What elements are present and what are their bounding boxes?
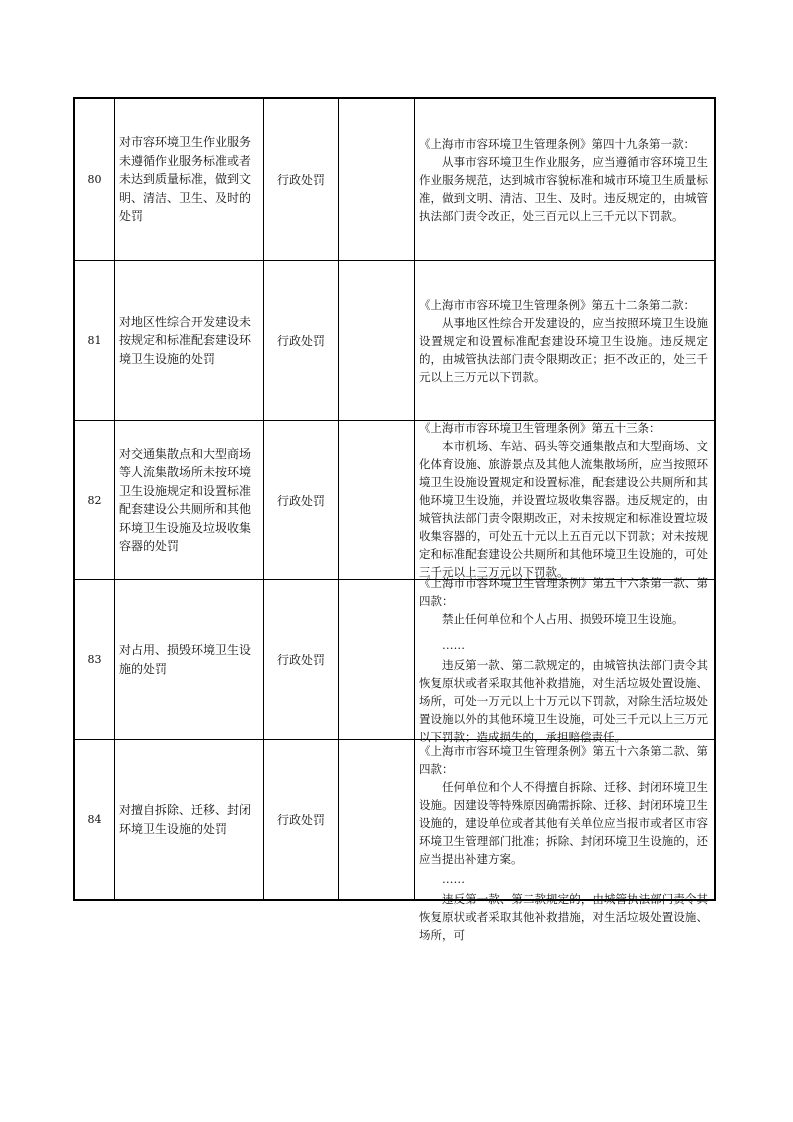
basis-ellipsis: …… [442,637,465,652]
table-row [75,261,714,421]
empty-column [339,261,415,420]
row-item: 对交通集散点和大型商场等人流集散场所未按环境卫生设施规定和设置标准配套建设公共厕所和其他环境卫生设施及垃圾收集容器的处罚 [115,421,264,579]
empty-column [339,421,415,579]
row-item: 对占用、损毁环境卫生设施的处罚 [115,580,264,739]
empty-column [339,99,415,260]
basis-source: 《上海市市容环境卫生管理条例》第五十二条第二款： [419,297,695,312]
basis-source: 《上海市市容环境卫生管理条例》第四十九条第一款： [419,136,695,151]
row-type: 行政处罚 [264,261,339,420]
row-type: 行政处罚 [264,99,339,260]
row-basis [415,421,714,579]
table-row [75,740,714,942]
row-number: 83 [75,580,115,739]
row-number: 84 [75,740,115,899]
basis-ellipsis: …… [442,872,465,886]
row-item: 对地区性综合开发建设未按规定和标准配套建设环境卫生设施的处罚 [115,261,264,420]
row-number: 81 [75,261,115,420]
row-basis [415,575,714,744]
row-number: 82 [75,421,115,579]
empty-column [339,580,415,739]
basis-source: 《上海市市容环境卫生管理条例》第五十三条： [419,421,661,435]
basis-text: 违反第一款、第二款规定的，由城管执法部门责令其恢复原状或者采取其他补救措施，对生活垃圾处置设施、场所，可 [419,892,708,942]
row-type: 行政处罚 [264,421,339,579]
row-type: 行政处罚 [264,580,339,739]
basis-text: 任何单位和个人不得擅自拆除、迁移、封闭环境卫生设施。因建设等特殊原因确需拆除、迁移、封闭环境卫生设施的，建设单位或者其他有关单位应当报市或者区市容环境卫生管理部门批准；拆除、封闭环境卫生设施的，还应当提出补建方案。 [419,780,708,866]
row-type: 行政处罚 [264,740,339,899]
empty-column [339,740,415,899]
basis-text: 本市机场、车站、码头等交通集散点和大型商场、文化体育设施、旅游景点及其他人流集散场所，应当按照环境卫生设施设置规定和设置标准，配套建设公共厕所和其他环境卫生设施，并设置垃圾收集容器。违反规定的，由城管执法部门责令限期改正，对未按规定和标准设置垃圾收集容器的，可处五十元以上五百元以下罚款；对未按规定和标准配套建设公共厕所和其他环境卫生设施的，可处三千元以上三万元以下罚款。 [419,439,708,579]
row-item: 对擅自拆除、迁移、封闭环境卫生设施的处罚 [115,740,264,899]
basis-source: 《上海市市容环境卫生管理条例》第五十六条第一款、第四款： [419,575,708,608]
penalty-table [73,97,716,942]
table-row [75,421,714,580]
row-basis [415,99,714,260]
basis-text: 从事市容环境卫生作业服务，应当遵循市容环境卫生作业服务规范，达到城市容貌标准和城市环境卫生质量标准，做到文明、清洁、卫生、及时。违反规定的，由城管执法部门责令改正，处三百元以上三千元以下罚款。 [419,154,708,223]
basis-text: 禁止任何单位和个人占用、损毁环境卫生设施。 [442,611,684,626]
basis-source: 《上海市市容环境卫生管理条例》第五十六条第二款、第四款： [419,744,708,776]
basis-text: 违反第一款、第二款规定的，由城管执法部门责令其恢复原状或者采取其他补救措施，对生活垃圾处置设施、场所，可处一万元以上十万元以下罚款，对除生活垃圾处置设施以外的其他环境卫生设施，可处三千元以上三万元以下罚款；造成损失的，承担赔偿责任。 [419,657,708,744]
row-item: 对市容环境卫生作业服务未遵循作业服务标准或者未达到质量标准，做到文明、清洁、卫生、及时的处罚 [115,99,264,260]
row-basis [415,740,714,942]
table-row [75,575,714,744]
row-number: 80 [75,99,115,260]
basis-text: 从事地区性综合开发建设的，应当按照环境卫生设施设置规定和设置标准配套建设环境卫生设施。违反规定的，由城管执法部门责令限期改正；拒不改正的，处三千元以上三万元以下罚款。 [419,315,708,384]
table-row [75,99,714,261]
row-basis [415,261,714,420]
